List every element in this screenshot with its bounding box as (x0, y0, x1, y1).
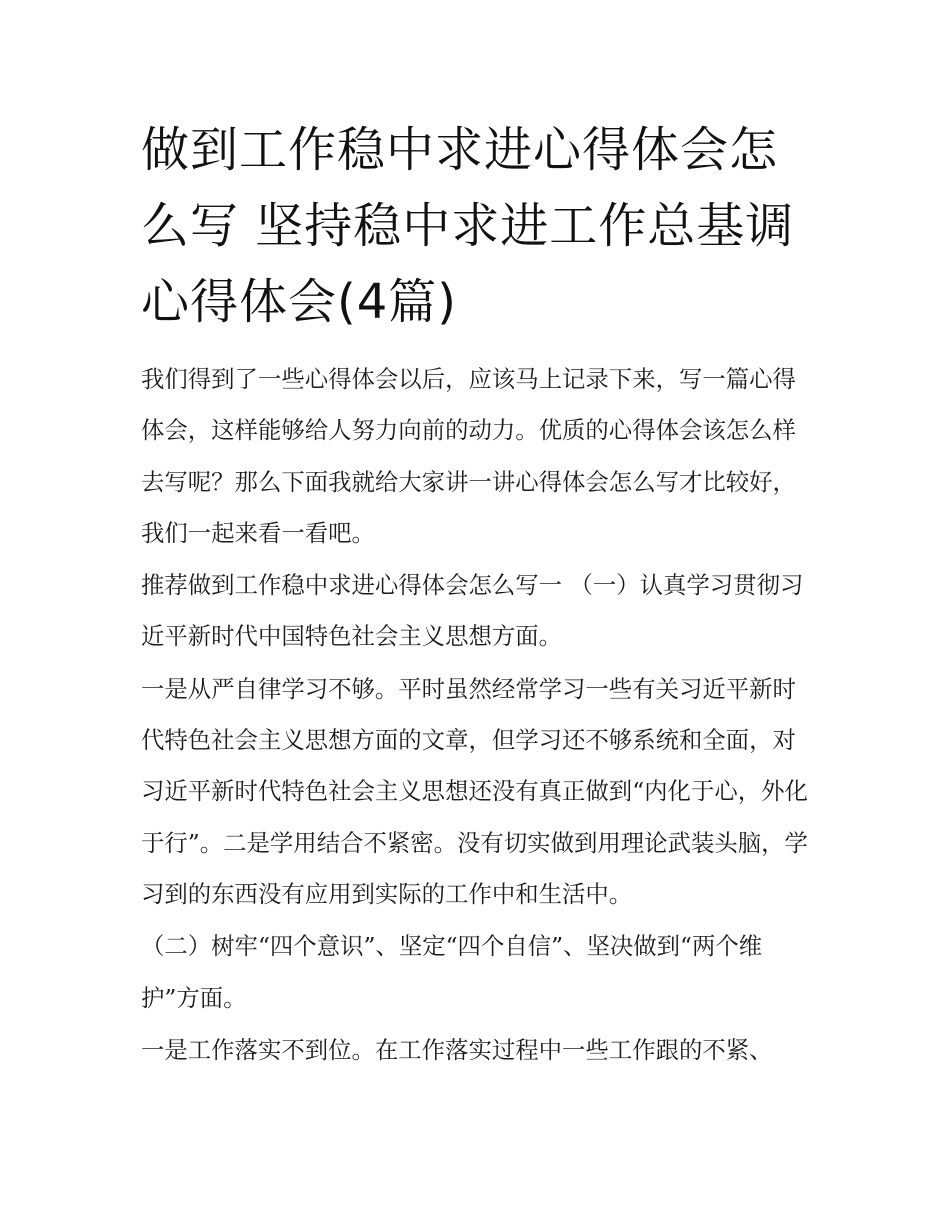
paragraph-intro: 我们得到了一些心得体会以后，应该马上记录下来，写一篇心得体会，这样能够给人努力向前的动力。优质的心得体会该怎么样去写呢？那么下面我就给大家讲一讲心得体会怎么写才比较好，我们一起来看一看吧。 (141, 365, 796, 547)
document-title: 做到工作稳中求进心得体会怎么写 坚持稳中求进工作总基调心得体会(4篇) (141, 122, 795, 330)
paragraph-section-one-body: 一是从严自律学习不够。平时虽然经常学习一些有关习近平新时代特色社会主义思想方面的文章，但学习还不够系统和全面，对习近平新时代特色社会主义思想还没有真正做到“内化于心，外化于行”。二是学用结合不紧密。没有切实做到用理论武装头脑，学习到的东西没有应用到实际的工作中和生活中。 (141, 674, 808, 908)
paragraph-section-two-body: 一是工作落实不到位。在工作落实过程中一些工作跟的不紧、 (141, 1035, 773, 1064)
paragraph-section-one-heading: 推荐做到工作稳中求进心得体会怎么写一 （一）认真学习贯彻习近平新时代中国特色社会主义思想方面。 (141, 571, 804, 651)
paragraph-section-two-heading: （二）树牢“四个意识”、坚定“四个自信”、坚决做到“两个维护”方面。 (141, 932, 763, 1012)
document-body (141, 112, 813, 1077)
